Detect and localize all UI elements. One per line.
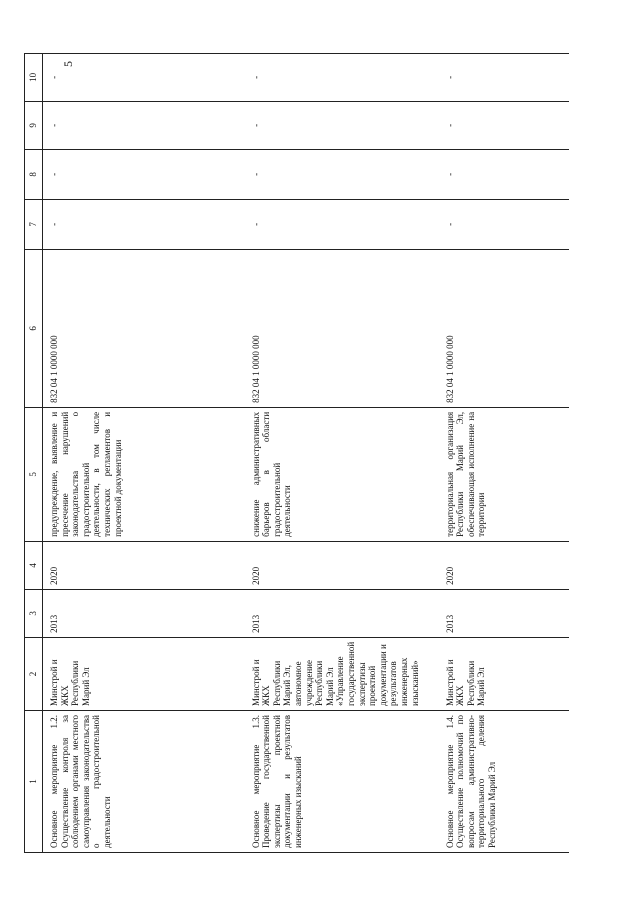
column-header: 10 <box>25 53 43 101</box>
column-header: 4 <box>25 541 43 589</box>
page-number: 5 <box>61 61 75 67</box>
table-header-row <box>25 53 43 852</box>
budget-code-cell: 832 04 1 0000 000 <box>439 249 569 407</box>
value-cell: - <box>439 149 569 199</box>
value-cell: - <box>245 149 439 199</box>
column-header: 8 <box>25 149 43 199</box>
end-year-cell: 2020 <box>245 541 439 589</box>
expected-result-cell: территориальная организация Республики Марий Эл, обеспечивающая исполнение на территории <box>439 407 569 541</box>
end-year-cell: 2020 <box>439 541 569 589</box>
value-cell: - <box>245 101 439 149</box>
value-cell: - <box>245 53 439 101</box>
budget-code-cell: 832 04 1 0000 000 <box>43 249 245 407</box>
column-header: 7 <box>25 199 43 249</box>
expected-result-cell: снижение административных барьеров в области градостроительной деятельности <box>245 407 439 541</box>
budget-code-cell: 832 04 1 0000 000 <box>245 249 439 407</box>
measure-name-cell: Основное мероприятие 1.2. Осуществление контроля за соблюдением органами местного самоуправления законодательства о градостроительной деятельности <box>43 711 245 853</box>
value-cell: - <box>439 53 569 101</box>
value-cell: - <box>43 149 245 199</box>
start-year-cell: 2013 <box>43 589 245 637</box>
column-header: 5 <box>25 407 43 541</box>
value-cell: - <box>43 101 245 149</box>
value-cell: - <box>43 199 245 249</box>
measure-name-cell: Основное мероприятие 1.4. Осуществление полномочий по вопросам административно-территориального деления Республики Марий Эл <box>439 711 569 853</box>
expected-result-cell: предупреждение, выявление и пресечение нарушений законодательства о градостроительной деятельности, в том числе технических регламентов и проектной документации <box>43 407 245 541</box>
column-header: 6 <box>25 249 43 407</box>
column-header: 1 <box>25 711 43 853</box>
value-cell: - <box>439 199 569 249</box>
start-year-cell: 2013 <box>245 589 439 637</box>
table-row <box>245 53 439 852</box>
column-header: 2 <box>25 637 43 710</box>
table-row <box>43 53 245 852</box>
value-cell: - <box>439 101 569 149</box>
executor-cell: Минстрой и ЖКХ Республики Марий Эл <box>439 637 569 710</box>
measure-name-cell: Основное мероприятие 1.3. Проведение государственной экспертизы проектной документации и результатов инженерных изысканий <box>245 711 439 853</box>
column-header: 3 <box>25 589 43 637</box>
column-header: 9 <box>25 101 43 149</box>
executor-cell: Минстрой и ЖКХ Республики Марий Эл <box>43 637 245 710</box>
value-cell: - <box>43 53 245 101</box>
program-measures-table <box>24 53 569 853</box>
executor-cell: Минстрой и ЖКХ Республики Марий Эл, автономное учреждение Республики Марий Эл «Управление государственной экспертизы проектной документации и результатов инженерных изысканий» <box>245 637 439 710</box>
table-row <box>439 53 569 852</box>
value-cell: - <box>245 199 439 249</box>
end-year-cell: 2020 <box>43 541 245 589</box>
start-year-cell: 2013 <box>439 589 569 637</box>
